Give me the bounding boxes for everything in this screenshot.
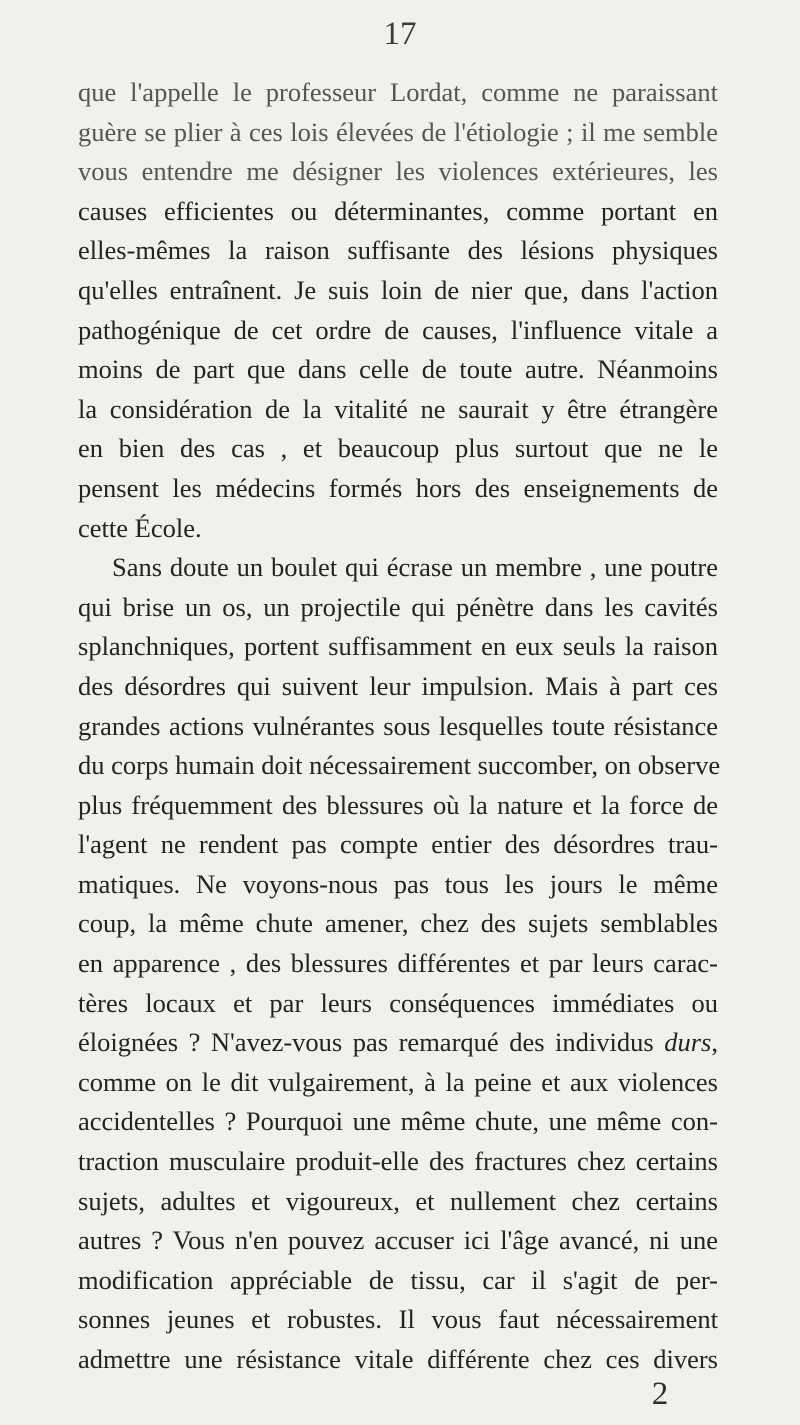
text-line: Sans doute un boulet qui écrase un membre , une poutre	[112, 552, 718, 583]
text-line: sujets, adultes et vigoureux, et nullement chez certains	[78, 1185, 718, 1216]
text-line: comme on le dit vulgairement, à la peine et aux violences	[78, 1066, 718, 1097]
text-line: accidentelles ? Pourquoi une même chute, une même con-	[78, 1106, 718, 1137]
text-line: moins de part que dans celle de toute autre. Néanmoins	[78, 354, 718, 385]
text-line: pensent les médecins formés hors des enseignements de	[78, 472, 718, 503]
text-line: vous entendre me désigner les violences extérieures, les	[78, 156, 718, 187]
text-line: éloignées ? N'avez-vous pas remarqué des individus durs,	[78, 1027, 718, 1058]
body-text	[78, 73, 721, 1380]
italic-word: durs	[664, 1027, 712, 1058]
text-line: en apparence , des blessures différentes et par leurs carac-	[78, 948, 718, 979]
text-line: qui brise un os, un projectile qui pénètre dans les cavités	[78, 591, 718, 622]
text-line: que l'appelle le professeur Lordat, comme ne paraissant	[78, 77, 718, 107]
text-line: admettre une résistance vitale différente chez ces divers	[78, 1344, 718, 1374]
text-line: coup, la même chute amener, chez des sujets semblables	[78, 908, 718, 939]
text-line: la considération de la vitalité ne saurait y être étrangère	[78, 393, 718, 424]
text-line: grandes actions vulnérantes sous lesquelles toute résistance	[78, 710, 718, 741]
page-number: 17	[383, 16, 417, 52]
text-line: plus fréquemment des blessures où la nature et la force de	[78, 789, 718, 820]
text-line: splanchniques, portent suffisamment en eux seuls la raison	[78, 631, 718, 662]
text-line: matiques. Ne voyons-nous pas tous les jours le même	[78, 868, 718, 899]
text-line: guère se plier à ces lois élevées de l'étiologie ; il me semble	[78, 116, 718, 147]
text-line: en bien des cas , et beaucoup plus surtout que ne le	[78, 433, 718, 464]
text-line: cette École.	[78, 512, 202, 543]
text-line: causes efficientes ou déterminantes, comme portant en	[78, 195, 718, 226]
text-line: elles-mêmes la raison suffisante des lésions physiques	[78, 235, 718, 266]
text-line: sonnes jeunes et robustes. Il vous faut nécessairement	[78, 1304, 718, 1335]
text-line: pathogénique de cet ordre de causes, l'influence vitale a	[78, 314, 718, 345]
text-line: traction musculaire produit-elle des fractures chez certains	[78, 1146, 718, 1177]
signature-mark: 2	[651, 1376, 669, 1412]
text-line: l'agent ne rendent pas compte entier des désordres trau-	[78, 829, 718, 860]
text-line: qu'elles entraînent. Je suis loin de nier que, dans l'action	[78, 274, 718, 305]
text-line: autres ? Vous n'en pouvez accuser ici l'âge avancé, ni une	[78, 1225, 718, 1256]
text-line: modification appréciable de tissu, car il s'agit de per-	[78, 1264, 718, 1295]
text-line: du corps humain doit nécessairement succomber, on observe	[78, 750, 721, 781]
text-line: tères locaux et par leurs conséquences immédiates ou	[78, 987, 718, 1018]
text-line: des désordres qui suivent leur impulsion. Mais à part ces	[78, 670, 718, 701]
